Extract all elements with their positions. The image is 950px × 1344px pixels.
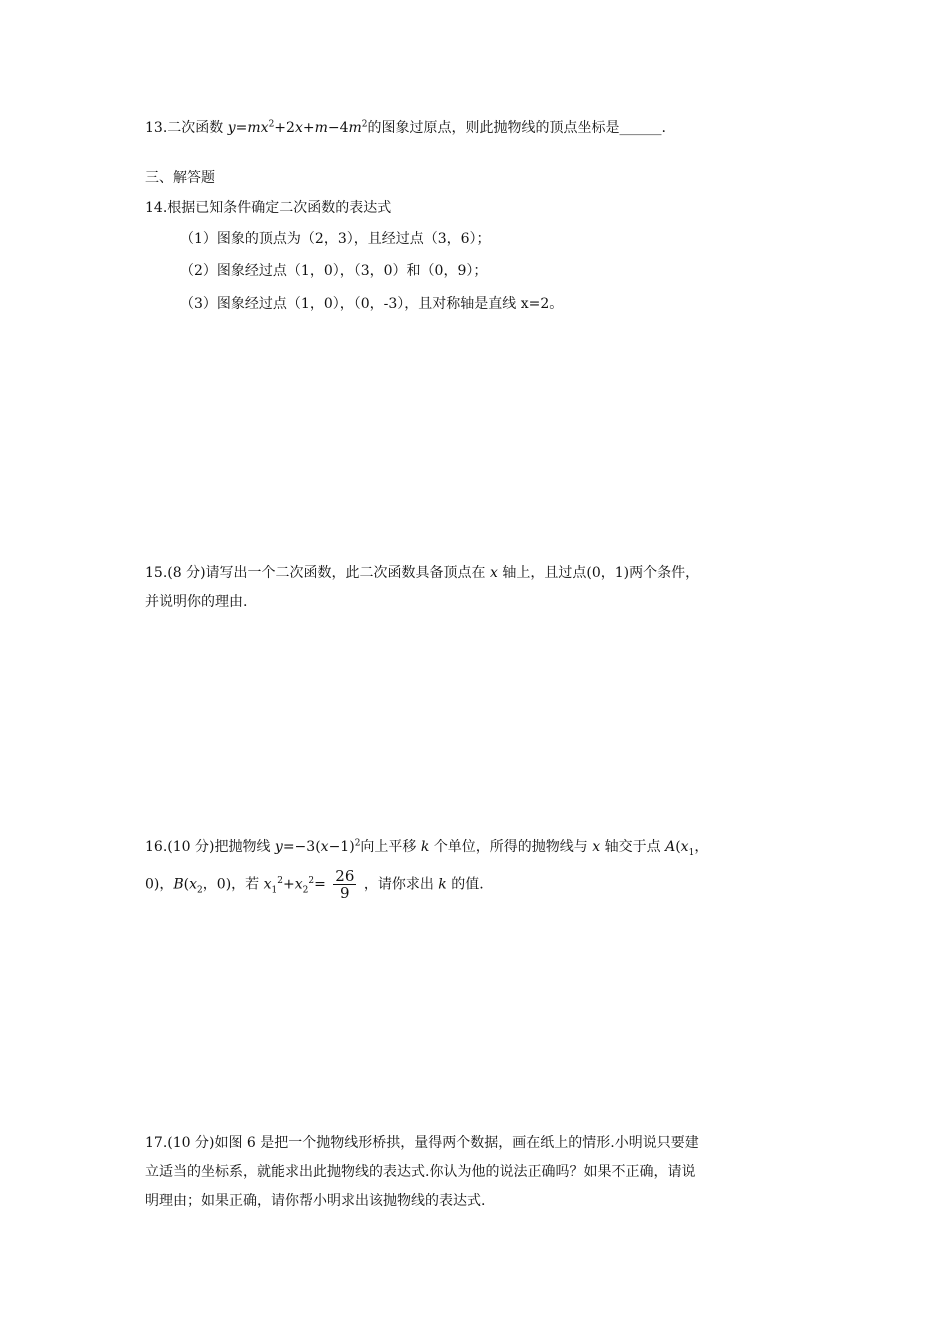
q16-text: 的值.	[451, 876, 484, 893]
subscript: 2	[302, 885, 309, 896]
var-x: x	[189, 876, 198, 893]
question-15-line-2: 并说明你的理由.	[145, 594, 248, 610]
var-y: y	[274, 839, 283, 855]
question-14-title: 14.根据已知条件确定二次函数的表达式	[145, 200, 392, 216]
minus4: −4	[327, 120, 349, 136]
q16-text: 16.(10 分)把抛物线	[145, 839, 271, 855]
question-14-part-1: （1）图象的顶点为（2，3），且经过点（3，6）；	[180, 231, 491, 247]
eq: =	[314, 876, 326, 893]
plus: +	[282, 876, 295, 893]
question-13	[145, 118, 666, 138]
question-15-line-1	[145, 563, 699, 583]
exp: 2	[268, 119, 275, 130]
question-17-line-2: 立适当的坐标系，就能求出此抛物线的表达式.你认为他的说法正确吗？如果不正确，请说	[145, 1164, 696, 1180]
subscript: 1	[271, 885, 278, 896]
var-x: x	[592, 839, 601, 855]
var-x: x	[263, 876, 272, 893]
question-17-line-1: 17.(10 分)如图 6 是把一个抛物线形桥拱，量得两个数据，画在纸上的情形.小明说只要建	[145, 1135, 699, 1151]
eq: =	[235, 120, 248, 136]
q16-text: ，0)，若	[202, 876, 260, 893]
fraction	[333, 868, 356, 901]
q15-text-a: 15.(8 分)请写出一个二次函数，此二次函数具备顶点在	[145, 565, 486, 581]
var-x: x	[260, 120, 269, 136]
q13-number: 13.	[145, 120, 168, 136]
q16-text: 个单位，所得的抛物线与	[433, 839, 588, 855]
q15-text-b: 轴上，且过点(0，1)两个条件，	[502, 565, 700, 581]
var-B: B	[173, 876, 184, 893]
section-3-heading: 三、解答题	[145, 170, 215, 186]
var-x: x	[320, 839, 329, 855]
var-x: x	[490, 565, 498, 581]
var-A: A	[665, 839, 676, 855]
subscript: 1	[688, 847, 695, 858]
question-16-line-2	[145, 868, 484, 901]
q16-text: ，	[694, 839, 709, 855]
var-y: y	[227, 120, 236, 136]
q16-text: 轴交于点	[604, 839, 661, 855]
q13-text-a: 二次函数	[167, 120, 224, 136]
plus2: +2	[274, 120, 295, 136]
var-x: x	[294, 876, 303, 893]
q16-text: ，请你求出	[363, 876, 434, 893]
question-16-line-1	[145, 837, 708, 857]
q13-text-b: 的图象过原点，则此抛物线的顶点坐标是______.	[367, 120, 666, 136]
fraction-denominator: 9	[340, 884, 350, 902]
var-x: x	[294, 120, 303, 136]
subscript: 2	[197, 885, 203, 896]
var-m: m	[314, 120, 328, 136]
question-14-part-3: （3）图象经过点（1，0），（0，-3），且对称轴是直线 x=2。	[180, 296, 564, 312]
q16-text: −1)	[328, 839, 355, 855]
q16-text: (	[675, 839, 681, 855]
var-k: k	[420, 839, 430, 855]
exp: 2	[361, 119, 368, 130]
exp: 2	[354, 838, 361, 849]
exp: 2	[308, 875, 315, 886]
exp: 2	[277, 875, 283, 886]
plus: +	[302, 120, 315, 136]
q16-text: (	[183, 876, 190, 893]
var-x: x	[680, 839, 689, 855]
q16-text: 向上平移	[360, 839, 417, 855]
var-m: m	[247, 120, 261, 136]
q16-text: 0)，	[145, 876, 174, 893]
question-14-part-2: （2）图象经过点（1，0），（3，0）和（0，9）；	[180, 263, 488, 279]
question-17-line-3: 明理由；如果正确，请你帮小明求出该抛物线的表达式.	[145, 1193, 486, 1209]
fraction-numerator: 26	[335, 867, 355, 885]
var-k: k	[438, 876, 447, 893]
q16-text: =−3(	[282, 839, 321, 855]
var-m: m	[348, 120, 362, 136]
